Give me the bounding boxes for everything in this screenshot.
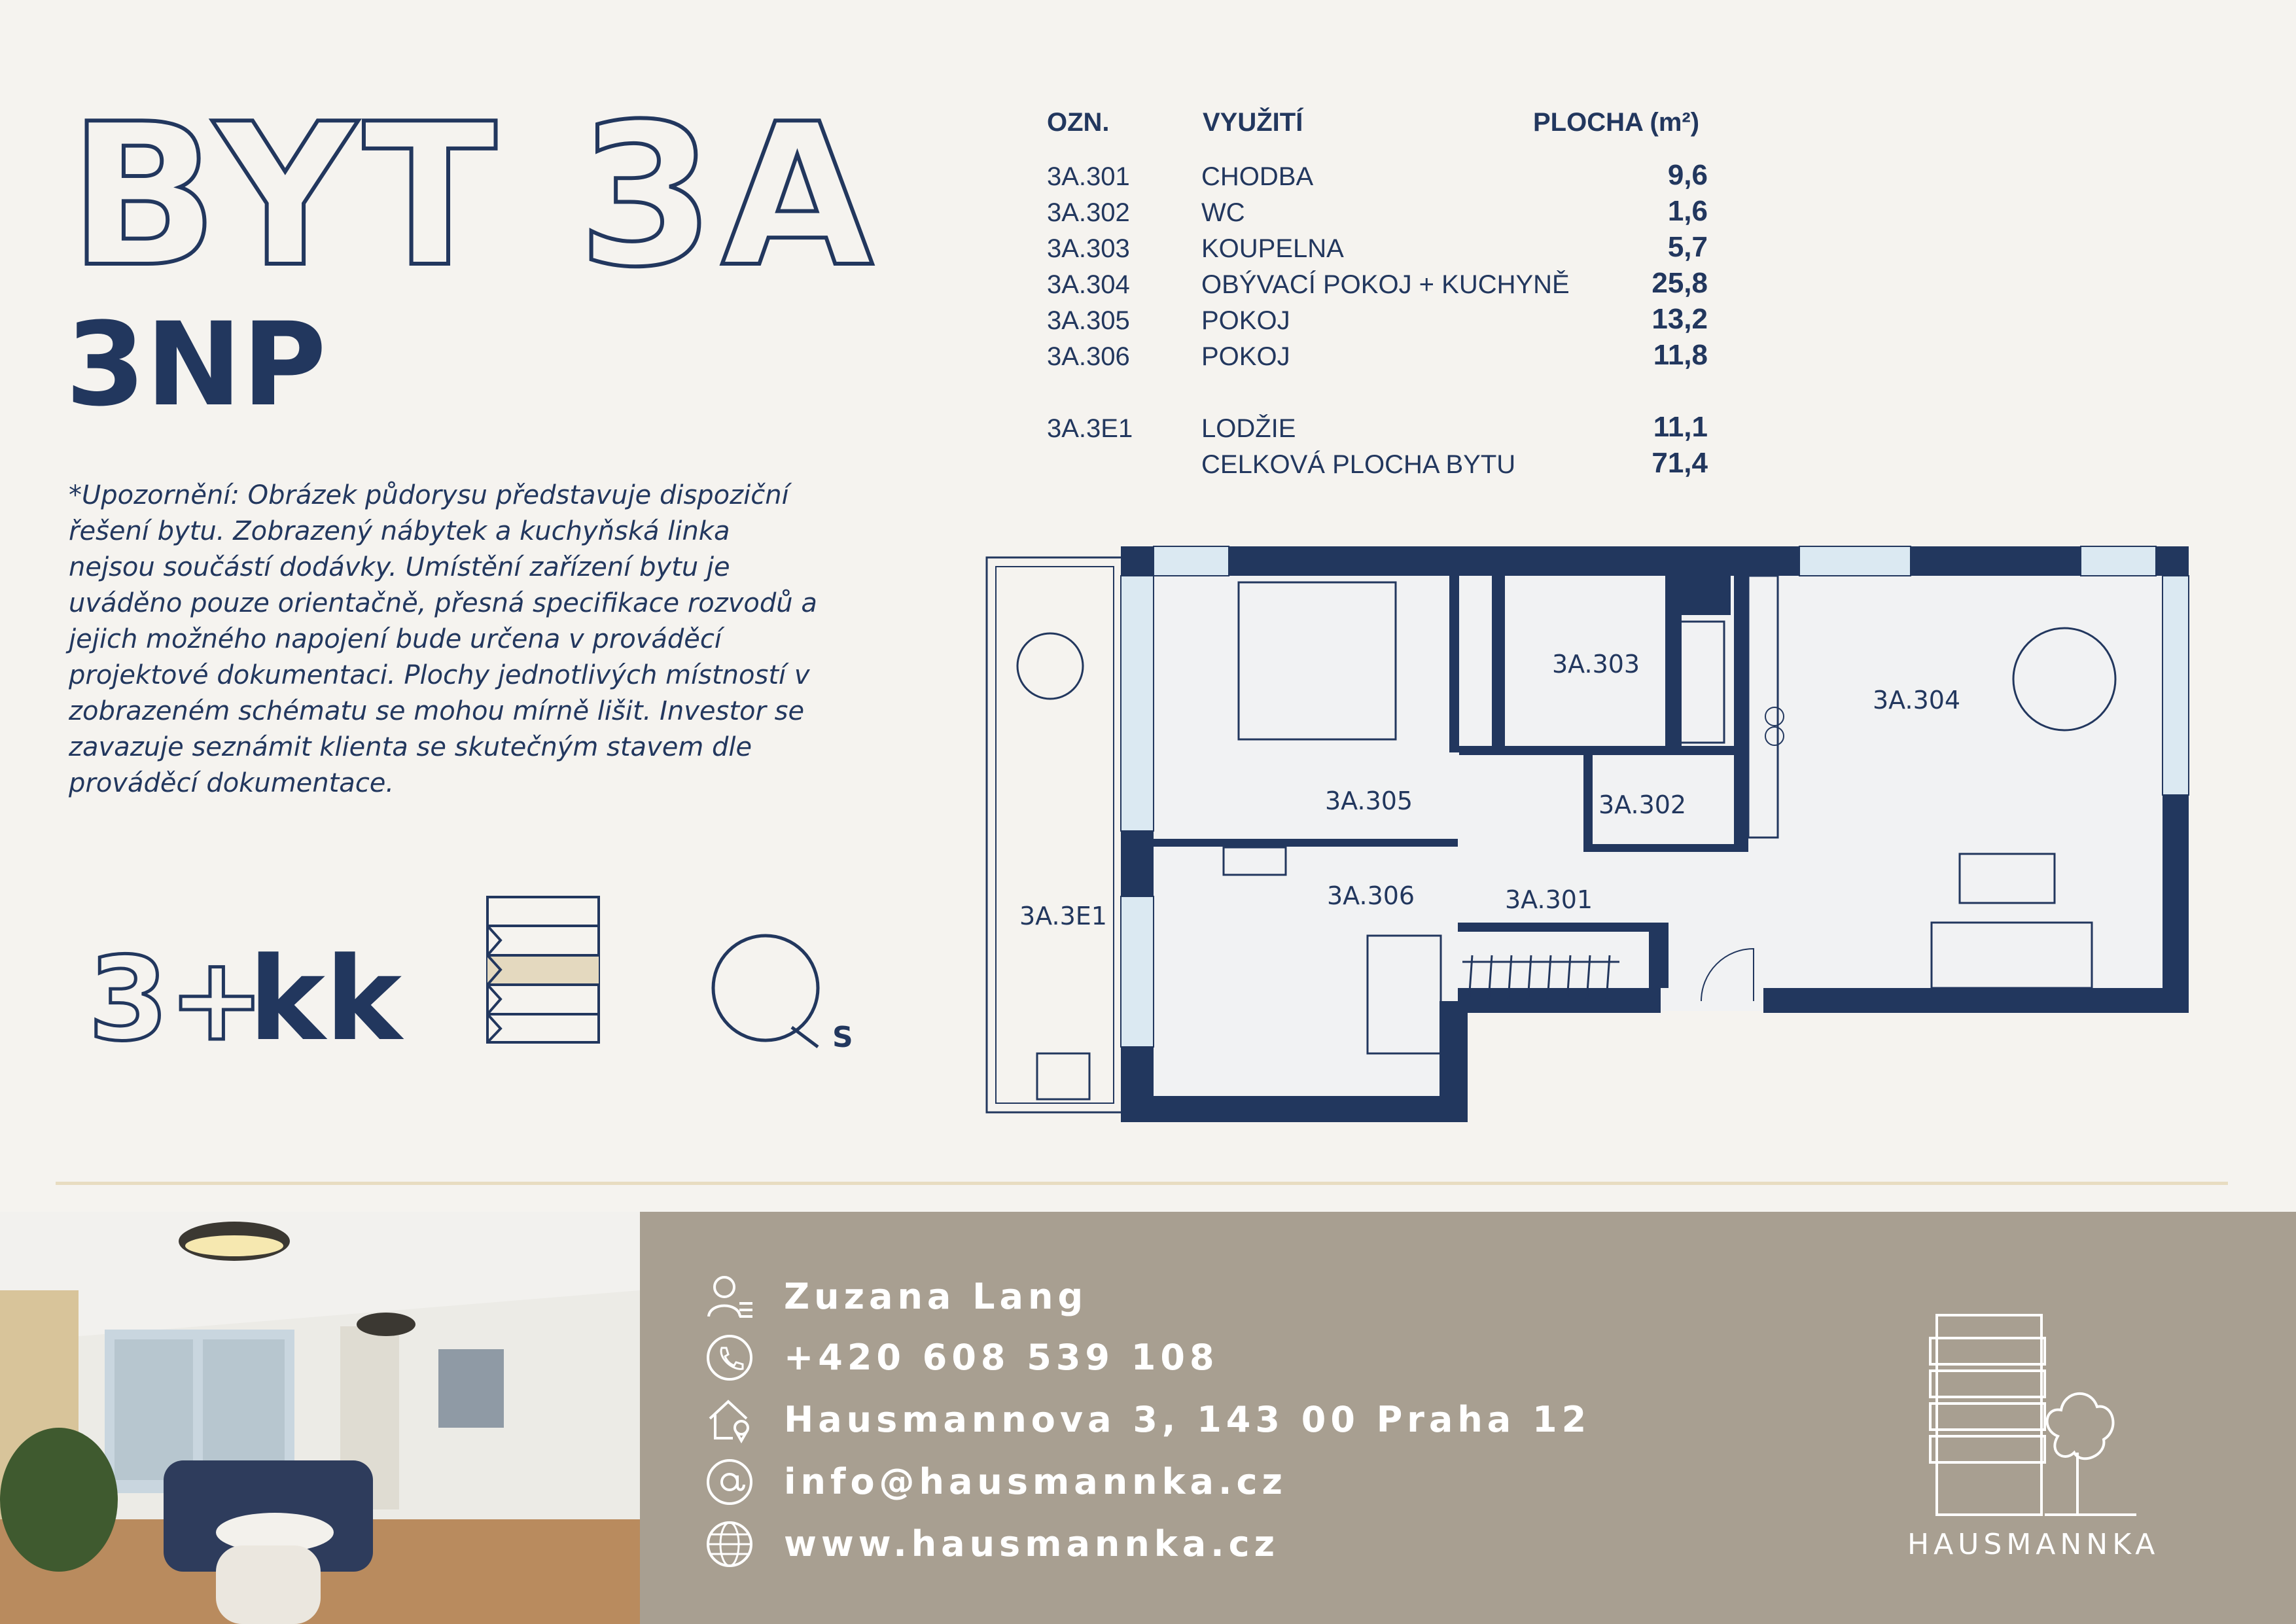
floor-plan	[981, 540, 2199, 1129]
contact-website[interactable]: www.hausmannka.cz	[784, 1523, 1280, 1564]
row-code: 3A.302	[1047, 198, 1130, 227]
room-label-302: 3A.302	[1598, 790, 1687, 819]
table-header-area: PLOCHA (m²)	[1533, 108, 1700, 137]
row-code: 3A.305	[1047, 306, 1130, 335]
table-header-use: VYUŽITÍ	[1203, 108, 1303, 137]
email-at-icon	[703, 1456, 756, 1508]
loggia-area: 11,1	[1653, 411, 1708, 443]
row-use: WC	[1201, 198, 1245, 227]
home-location-icon	[703, 1394, 756, 1446]
row-area: 13,2	[1651, 303, 1708, 335]
compass-south-label: S	[832, 1021, 853, 1054]
row-code: 3A.306	[1047, 342, 1130, 371]
table-header-code: OZN.	[1047, 108, 1110, 137]
row-area: 9,6	[1667, 159, 1708, 191]
apartment-title: BYT 3A	[69, 82, 880, 310]
layout-type-number: 3+	[88, 932, 265, 1067]
globe-icon	[703, 1518, 756, 1570]
row-code: 3A.303	[1047, 234, 1130, 263]
total-area: 71,4	[1651, 447, 1708, 479]
row-use: POKOJ	[1201, 306, 1290, 335]
loggia-code: 3A.3E1	[1047, 414, 1133, 443]
room-label-303: 3A.303	[1552, 650, 1640, 679]
interior-photo	[0, 1212, 640, 1624]
row-area: 5,7	[1667, 231, 1708, 263]
loggia-use: LODŽIE	[1201, 414, 1296, 443]
row-use: KOUPELNA	[1201, 234, 1344, 263]
floor-label: 3NP	[65, 298, 327, 432]
row-area: 11,8	[1653, 339, 1708, 371]
contact-email[interactable]: info@hausmannka.cz	[784, 1461, 1287, 1502]
disclaimer-text: *Upozornění: Obrázek půdorysu představuje dispoziční řešení bytu. Zobrazený nábytek a kuchyňská linka nejsou součástí dodávky. Umístění zařízení bytu je uváděno pouze orientačně, přesná specifikace rozvodů a jejich možného napojení bude určena v prováděcí projektové dokumentaci. Plochy jednotlivých místností v zobrazeném schématu se mohou mírně lišit. Investor se zavazuje seznámit klienta se skutečným stavem dle prováděcí dokumentace.	[69, 480, 817, 798]
contact-address: Hausmannova 3, 143 00 Praha 12	[784, 1399, 1591, 1440]
row-use: OBÝVACÍ POKOJ + KUCHYNĚ	[1201, 270, 1570, 299]
row-code: 3A.301	[1047, 162, 1130, 191]
room-label-305: 3A.305	[1325, 786, 1413, 815]
total-label: CELKOVÁ PLOCHA BYTU	[1201, 450, 1516, 479]
row-use: POKOJ	[1201, 342, 1290, 371]
brand-name: HAUSMANNKA	[1907, 1528, 2160, 1561]
row-area: 25,8	[1651, 267, 1708, 299]
section-divider	[56, 1182, 2228, 1185]
phone-icon	[703, 1332, 756, 1384]
contact-phone[interactable]: +420 608 539 108	[784, 1337, 1219, 1378]
contact-name: Zuzana Lang	[784, 1276, 1088, 1317]
layout-type-kk: kk	[249, 932, 402, 1067]
row-use: CHODBA	[1201, 162, 1314, 191]
room-label-3e1: 3A.3E1	[1019, 902, 1107, 930]
floor-indicator-icon	[484, 895, 602, 1046]
room-label-301: 3A.301	[1505, 885, 1593, 914]
row-area: 1,6	[1667, 195, 1708, 227]
room-label-304: 3A.304	[1873, 686, 1961, 715]
room-label-306: 3A.306	[1327, 881, 1415, 910]
person-icon	[703, 1271, 756, 1323]
hausmannka-logo-icon	[1917, 1312, 2140, 1521]
row-code: 3A.304	[1047, 270, 1130, 299]
